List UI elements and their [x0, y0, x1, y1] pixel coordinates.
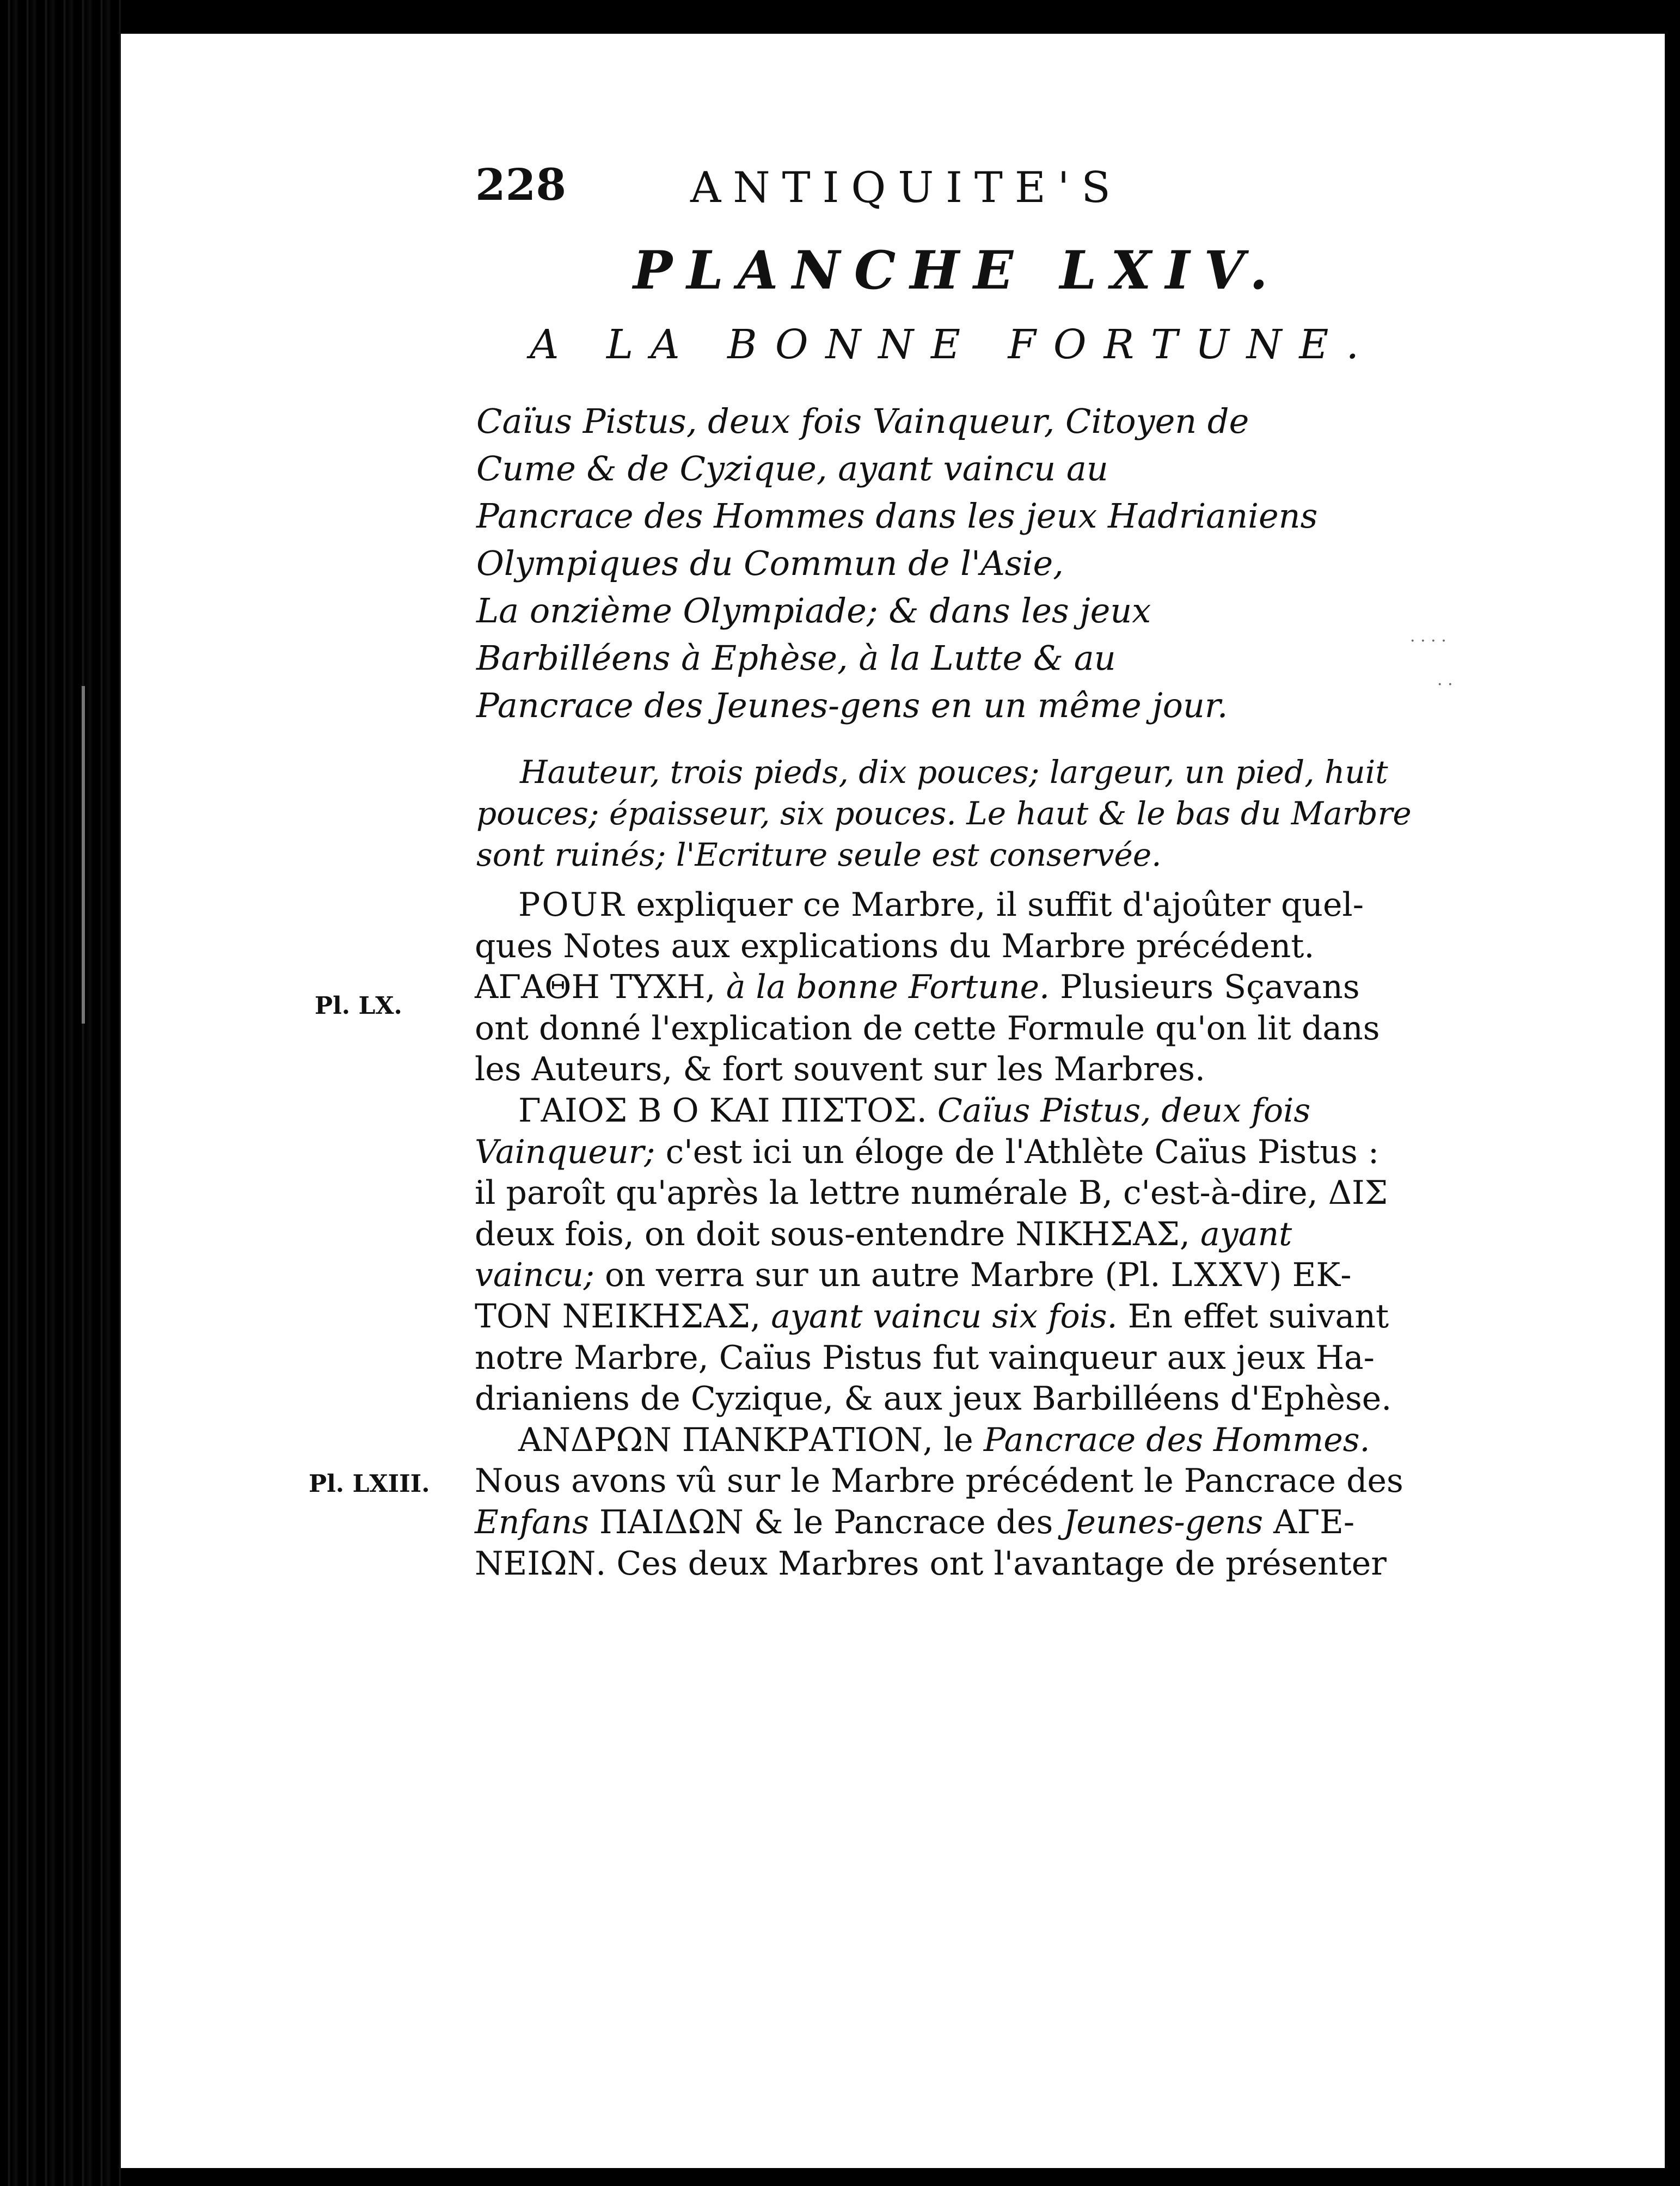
italic-text: Vainqueur; [475, 1132, 655, 1171]
greek-text: ΝΙΚΗΣΑΣ, [1015, 1215, 1190, 1253]
body-line [475, 1544, 1403, 1585]
italic-text: Jeunes-gens [1063, 1503, 1264, 1541]
text-run: on verra sur un autre Marbre (Pl. [594, 1256, 1171, 1295]
greek-text: ΑΝΔΡΩΝ ΠΑΝΚΡΑΤΙΟΝ, [518, 1420, 934, 1459]
italic-text: vaincu; [475, 1256, 594, 1295]
italic-text: ayant [1190, 1215, 1292, 1253]
greek-text: ΝΕΙΩΝ. [475, 1544, 606, 1583]
greek-text: ΠΑΙΔΩΝ [588, 1503, 744, 1541]
italic-text: Caïus Pistus, deux fois [927, 1091, 1311, 1130]
italic-text: à la bonne Fortune. [715, 968, 1050, 1007]
margin-note-pl-lxiii: Pl. LXIII. [309, 1470, 430, 1498]
text-run: En effet suivant [1117, 1297, 1389, 1336]
body-line [475, 967, 1403, 1008]
scan-mark: · · [1437, 675, 1453, 694]
book-spine [0, 0, 121, 2186]
greek-text: ΑΓΑΘΗ ΤΥΧΗ, [475, 968, 716, 1007]
running-title: ANTIQUITE'S [690, 163, 1123, 212]
italic-text: ayant vaincu six fois. [761, 1297, 1118, 1336]
spine-highlight [82, 686, 85, 1024]
body-line [475, 1132, 1403, 1173]
body-line [475, 1214, 1403, 1256]
inscription-line: Cume & de Cyzique, ayant vaincu au [476, 449, 1108, 488]
greek-text: Β [1078, 1174, 1102, 1213]
body-line [475, 1091, 1403, 1132]
body-line [475, 1255, 1403, 1296]
text-run: le [933, 1420, 984, 1459]
text-run: ) ΕΚ- [1269, 1256, 1352, 1295]
dimensions-line: Hauteur, trois pieds, dix pouces; largeur, un pied, huit [520, 754, 1388, 791]
italic-text: Enfans [475, 1503, 589, 1541]
text-run: Ces deux Marbres ont l'avantage de présenter [606, 1544, 1387, 1583]
text-run: , c'est-à-dire, [1102, 1174, 1328, 1213]
italic-text: Pancrace des Hommes. [983, 1420, 1370, 1459]
scan-mark: · · · · [1410, 632, 1446, 651]
inscription-line: La onzième Olympiade; & dans les jeux [476, 591, 1151, 630]
inscription-line: Pancrace des Hommes dans les jeux Hadrianiens [476, 496, 1318, 536]
body-line [475, 885, 1403, 926]
inscription-line: Caïus Pistus, deux fois Vainqueur, Citoyen de [476, 401, 1249, 441]
small-caps-text: LXXV [1170, 1256, 1270, 1295]
body-line: les Auteurs, & fort souvent sur les Marbres. [475, 1050, 1205, 1089]
text-run: il paroît qu'après la lettre numérale [475, 1174, 1078, 1213]
inscription-line: Olympiques du Commun de l'Asie, [476, 543, 1064, 583]
body-line: Nous avons vû sur le Marbre précédent le Pancrace des [475, 1462, 1403, 1501]
drop-cap-word: POUR [518, 886, 626, 924]
body-line: ques Notes aux explications du Marbre précédent. [475, 927, 1315, 965]
body-line: ont donné l'explication de cette Formule qu'on lit dans [475, 1009, 1380, 1048]
greek-text: ΓΑΙΟΣ Β Ο ΚΑΙ ΠΙΣΤΟΣ. [518, 1091, 927, 1130]
commentary-text [475, 885, 1403, 1584]
dimensions-line: sont ruinés; l'Ecriture seule est conservée. [476, 836, 1162, 873]
page-number: 228 [475, 159, 566, 210]
body-line [475, 1173, 1403, 1214]
inscription-line: Pancrace des Jeunes-gens en un même jour. [476, 685, 1228, 725]
body-line: drianiens de Cyzique, & aux jeux Barbilléens d'Ephèse. [475, 1380, 1392, 1418]
inscription-translation [476, 397, 1317, 729]
body-line [475, 1420, 1403, 1461]
text-run: & le Pancrace des [743, 1503, 1064, 1541]
text-run: c'est ici un éloge de l'Athlète Caïus Pistus : [655, 1132, 1379, 1171]
text-run: Plusieurs Sçavans [1050, 968, 1360, 1007]
body-line: notre Marbre, Caïus Pistus fut vainqueur aux jeux Ha- [475, 1338, 1375, 1377]
text-run: deux fois, on doit sous-entendre [475, 1215, 1016, 1253]
greek-text: ΤΟΝ ΝΕΙΚΗΣΑΣ, [475, 1297, 761, 1336]
greek-text: ΔΙΣ [1328, 1174, 1388, 1213]
plate-dedication: A LA BONNE FORTUNE. [530, 321, 1376, 368]
plate-title: PLANCHE LXIV. [633, 240, 1282, 301]
greek-text: ΑΓΕ- [1263, 1503, 1355, 1541]
marble-dimensions [476, 751, 1412, 875]
text-run: expliquer ce Marbre, il suffit d'ajoûter quel- [626, 886, 1364, 924]
inscription-line: Barbilléens à Ephèse, à la Lutte & au [476, 638, 1116, 678]
body-line [475, 1502, 1403, 1544]
body-line [475, 1296, 1403, 1338]
margin-note-pl-lx: Pl. LX. [315, 992, 402, 1020]
dimensions-line: pouces; épaisseur, six pouces. Le haut & le bas du Marbre [476, 795, 1412, 832]
